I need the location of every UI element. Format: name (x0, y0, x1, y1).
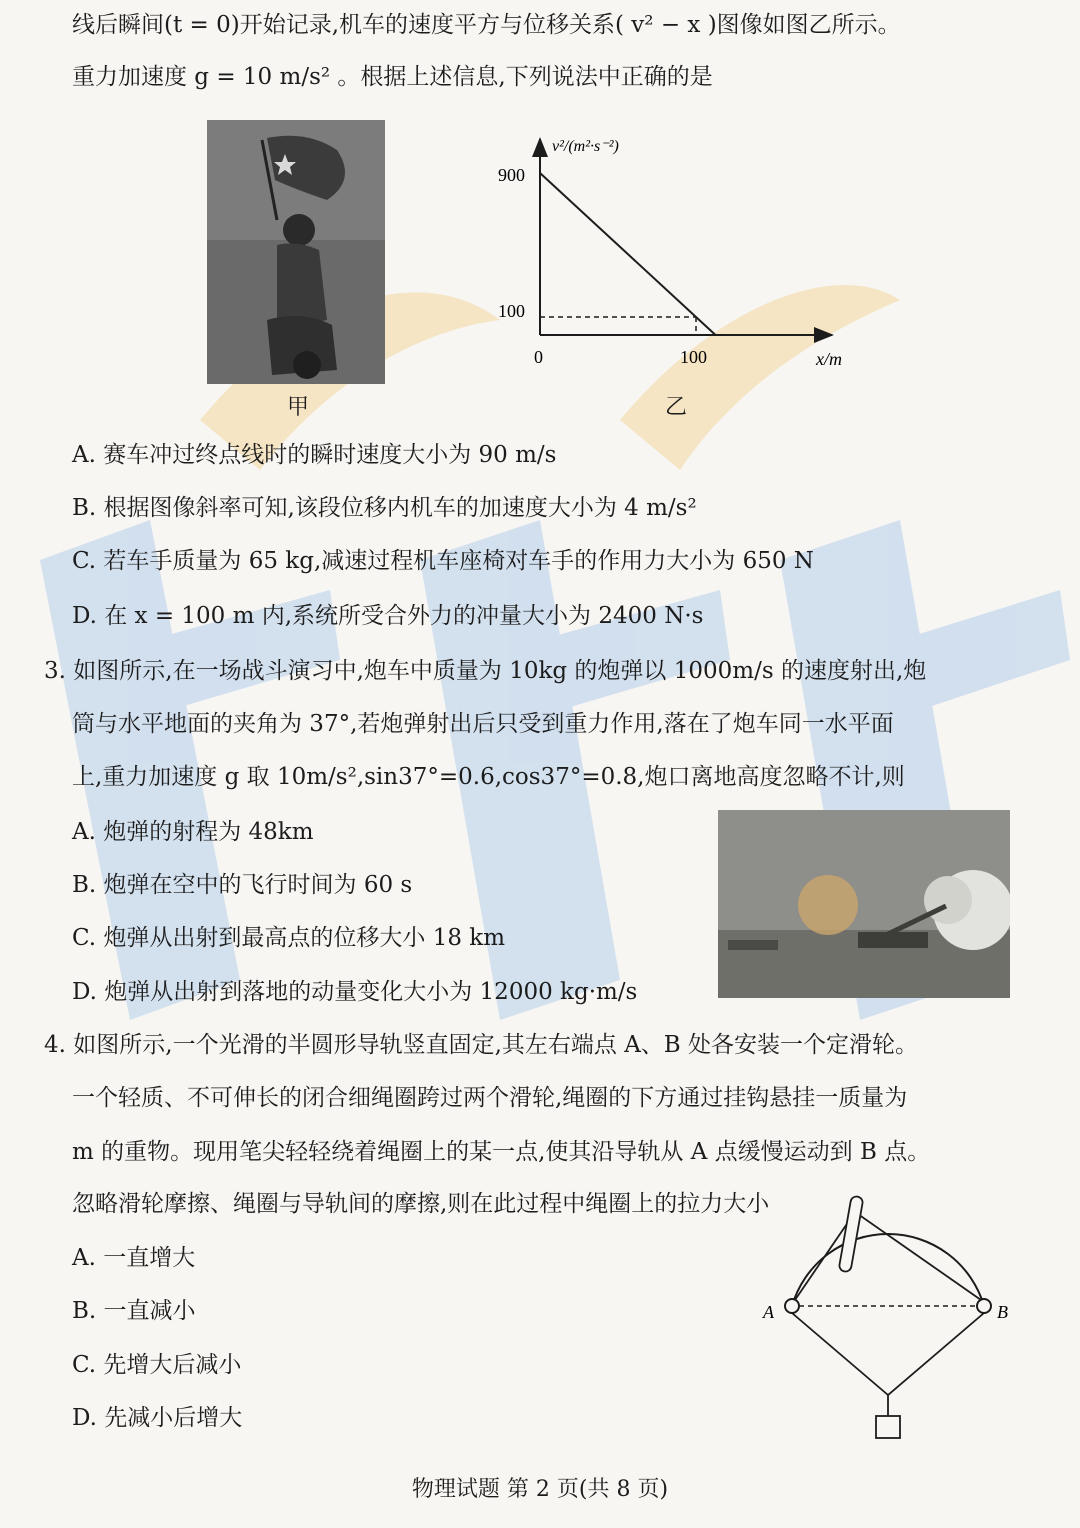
pulley-a (785, 1299, 799, 1313)
figure-jia-caption: 甲 (287, 395, 310, 420)
pen-tip (838, 1196, 863, 1273)
weight-block (876, 1416, 900, 1438)
chart-ylabel: v²/(m²·s⁻²) (552, 138, 619, 155)
label-a: A (763, 1302, 774, 1322)
rope-a-to-hook (792, 1313, 888, 1395)
semicircle-pulley-diagram (755, 1190, 1025, 1450)
pulley-b (977, 1299, 991, 1313)
v2-x-chart (480, 125, 880, 375)
q4-option-a: A. 一直增大 (72, 1245, 196, 1271)
q3-option-d: D. 炮弹从出射到落地的动量变化大小为 12000 kg·m/s (72, 979, 638, 1005)
q3-stem-line-1: 3. 如图所示,在一场战斗演习中,炮车中质量为 10kg 的炮弹以 1000m/s 的速度射出,炮 (44, 658, 927, 684)
figure-yi-caption: 乙 (665, 395, 688, 420)
label-b: B (997, 1302, 1008, 1322)
artillery-illustration (718, 810, 1010, 998)
q2-option-c: C. 若车手质量为 65 kg,减速过程机车座椅对车手的作用力大小为 650 N (72, 548, 814, 574)
chart-xtick-0: 0 (534, 347, 543, 367)
q2-option-d: D. 在 x = 100 m 内,系统所受合外力的冲量大小为 2400 N·s (72, 603, 704, 629)
chart-series-segment (696, 317, 716, 335)
q3-option-c: C. 炮弹从出射到最高点的位移大小 18 km (72, 925, 506, 951)
intro-line-2: 重力加速度 g = 10 m/s² 。根据上述信息,下列说法中正确的是 (72, 64, 713, 90)
racer-illustration (207, 120, 385, 384)
q2-option-b: B. 根据图像斜率可知,该段位移内机车的加速度大小为 4 m/s² (72, 495, 697, 521)
figure-jia-photo (207, 120, 385, 384)
semicircle-rail (792, 1234, 984, 1306)
q4-option-c: C. 先增大后减小 (72, 1352, 242, 1378)
q3-stem-line-3: 上,重力加速度 g 取 10m/s²,sin37°=0.6,cos37°=0.8,炮口离地高度忽略不计,则 (72, 764, 905, 790)
chart-ytick-900: 900 (498, 165, 525, 185)
q4-stem-line-1: 4. 如图所示,一个光滑的半圆形导轨竖直固定,其左右端点 A、B 处各安装一个定滑轮。 (44, 1032, 919, 1058)
q3-stem-line-2: 筒与水平地面的夹角为 37°,若炮弹射出后只受到重力作用,落在了炮车同一水平面 (72, 711, 894, 737)
chart-xlabel: x/m (816, 349, 842, 369)
rope-pen-to-b (855, 1212, 981, 1300)
q4-option-b: B. 一直减小 (72, 1298, 196, 1324)
q4-option-d: D. 先减小后增大 (72, 1405, 243, 1431)
intro-line-1: 线后瞬间(t = 0)开始记录,机车的速度平方与位移关系( v² − x )图像如图乙所示。 (72, 12, 901, 38)
q4-stem-line-3: m 的重物。现用笔尖轻轻绕着绳圈上的某一点,使其沿导轨从 A 点缓慢运动到 B 点。 (72, 1139, 931, 1165)
q4-stem-line-4: 忽略滑轮摩擦、绳圈与导轨间的摩擦,则在此过程中绳圈上的拉力大小 (72, 1191, 770, 1217)
q3-option-b: B. 炮弹在空中的飞行时间为 60 s (72, 872, 413, 898)
rope-b-to-hook (888, 1313, 984, 1395)
q4-stem-line-2: 一个轻质、不可伸长的闭合细绳圈跨过两个滑轮,绳圈的下方通过挂钩悬挂一质量为 (72, 1085, 908, 1111)
chart-series-segment (540, 173, 696, 317)
q2-option-a: A. 赛车冲过终点线时的瞬时速度大小为 90 m/s (72, 442, 557, 468)
chart-ytick-100: 100 (498, 301, 525, 321)
q3-option-a: A. 炮弹的射程为 48km (72, 819, 314, 845)
artillery-photo (718, 810, 1010, 998)
page-footer: 物理试题 第 2 页(共 8 页) (411, 1477, 669, 1502)
chart-xtick-100: 100 (680, 347, 707, 367)
